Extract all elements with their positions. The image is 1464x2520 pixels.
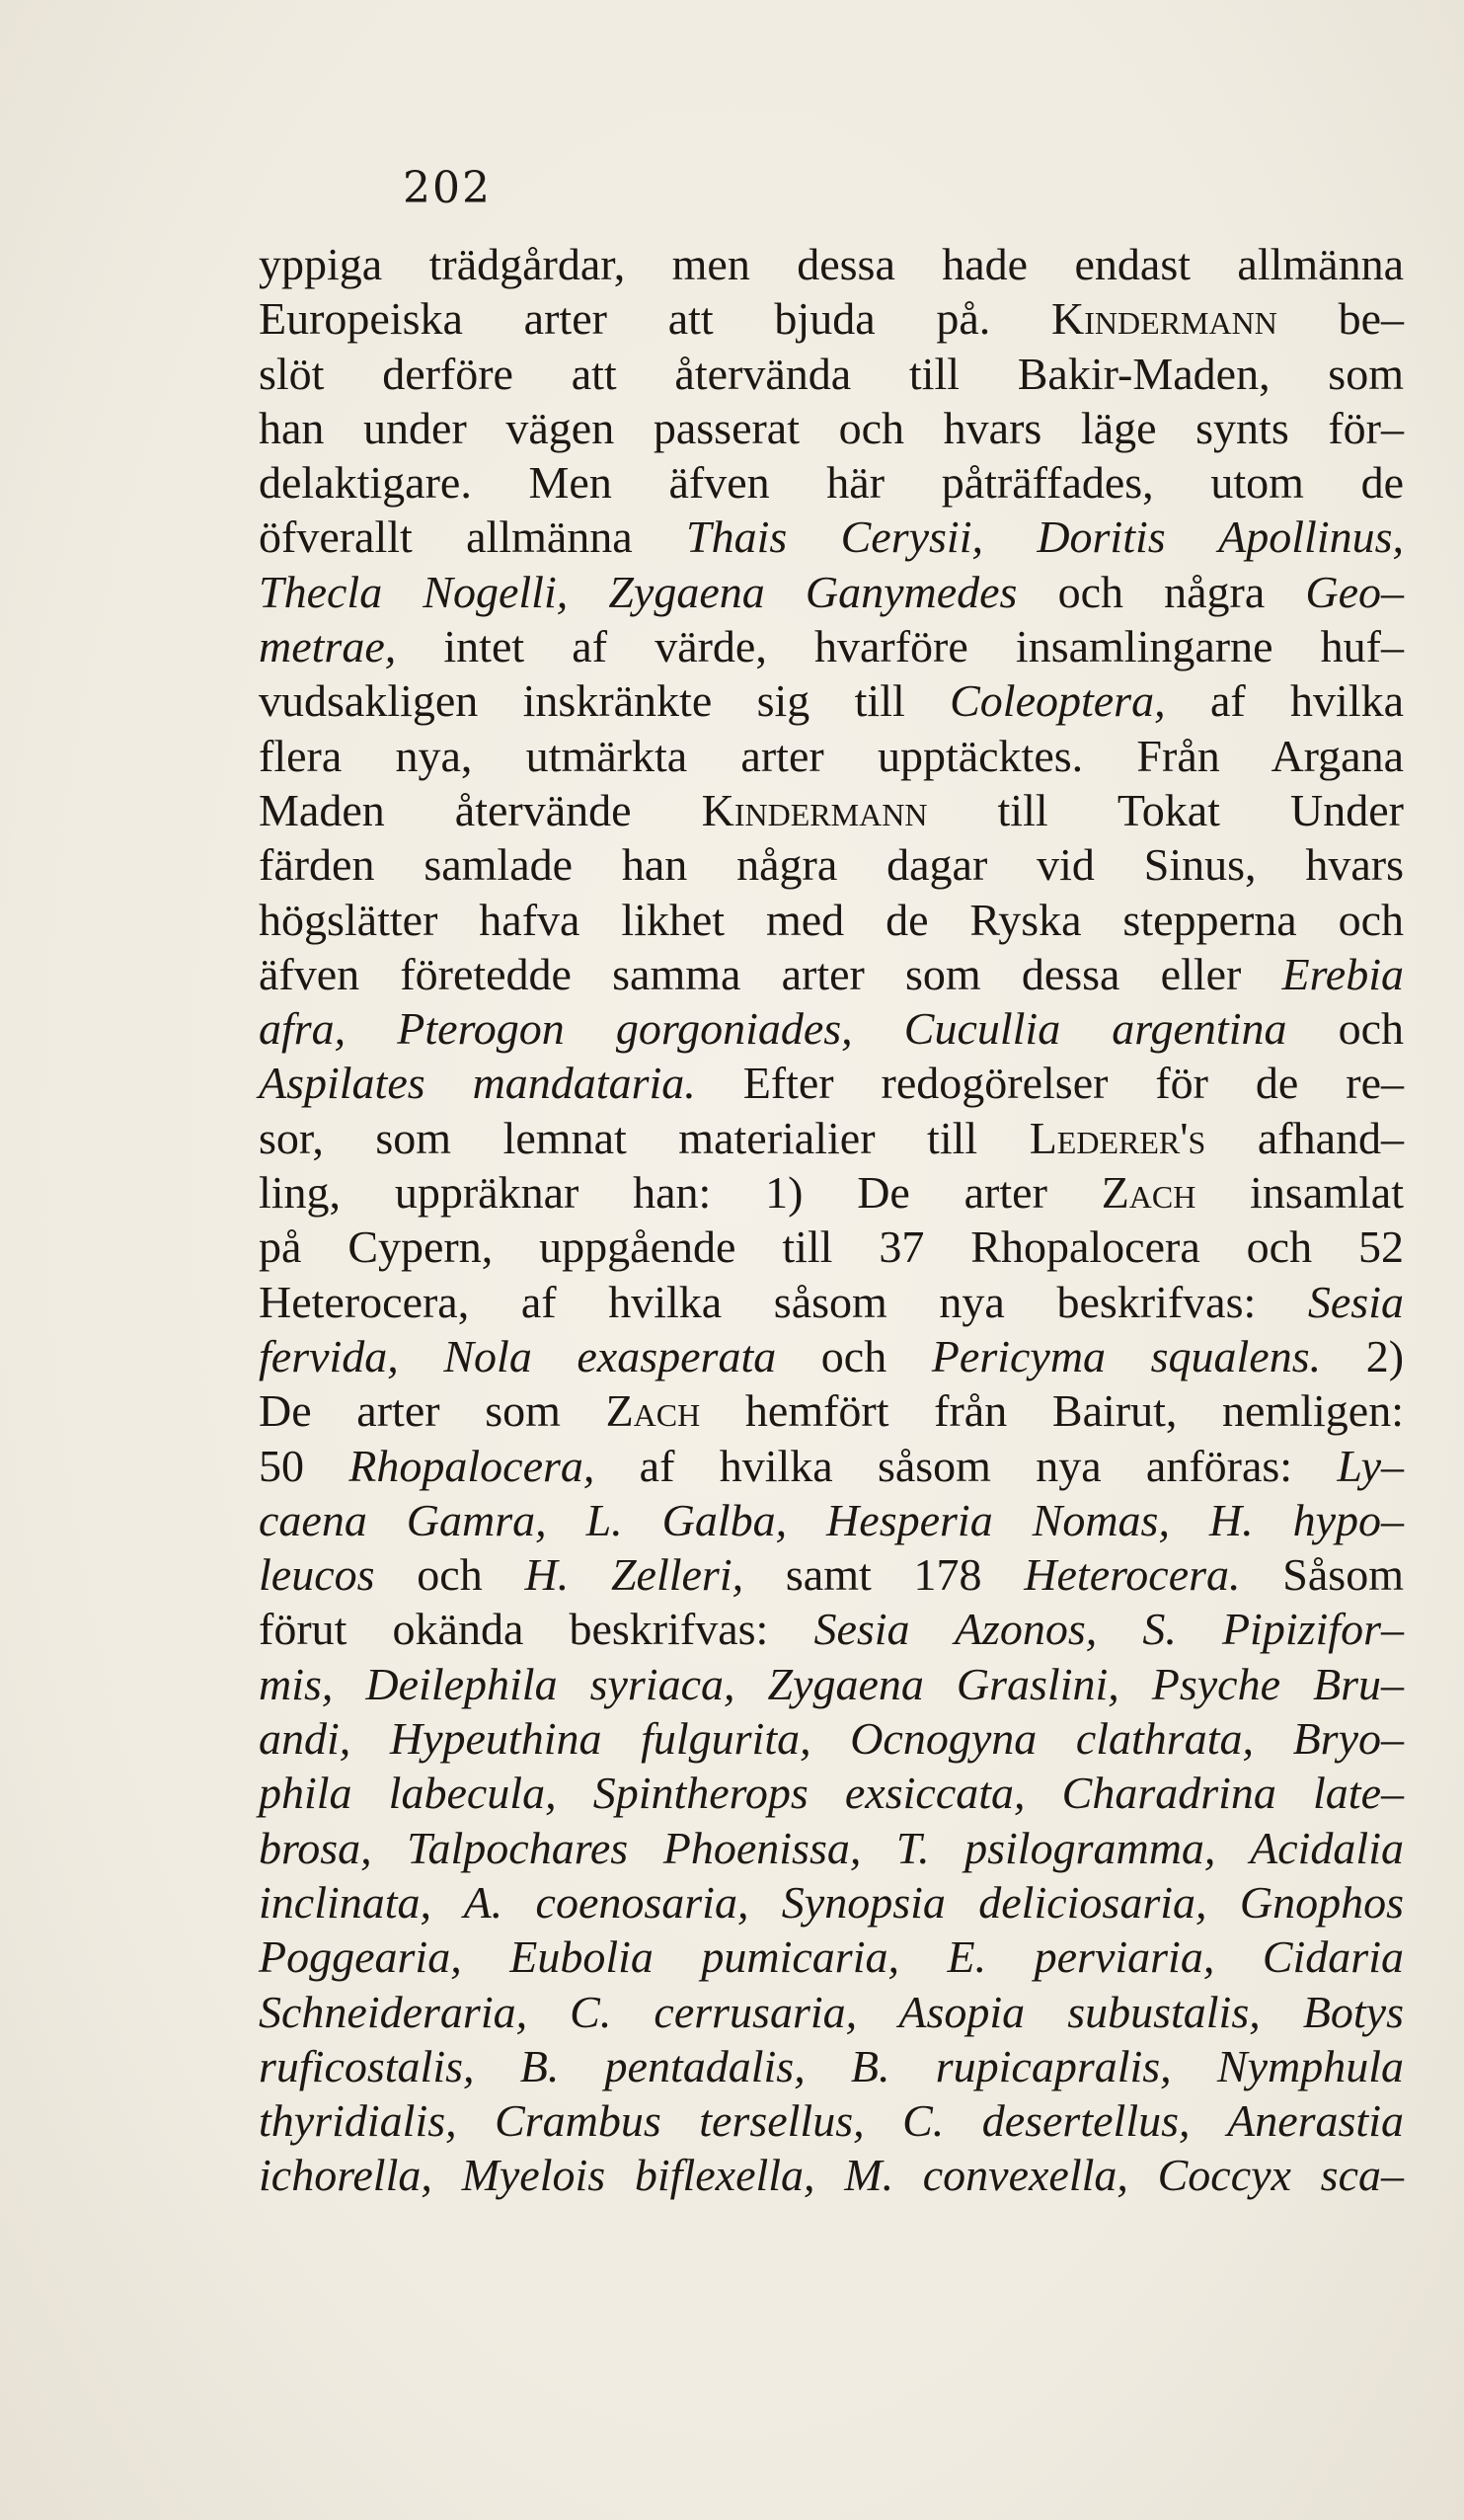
small-caps-name: Kindermann	[701, 784, 928, 835]
text-run: på Cypern, uppgående till 37 Rhopalocera och 52	[259, 1221, 1404, 1273]
text-line	[259, 510, 1404, 564]
text-run: afhand–	[1205, 1112, 1405, 1163]
text-run: färden samlade han några dagar vid Sinus, hvars	[259, 839, 1404, 891]
text-run: förut okända beskrifvas:	[259, 1604, 814, 1655]
italic-text: Ly–	[1337, 1440, 1404, 1491]
text-run: Såsom	[1240, 1549, 1404, 1601]
italic-text: Erebia	[1281, 948, 1404, 999]
text-run: vudsakligen inskränkte sig till	[259, 675, 951, 727]
text-line	[259, 401, 1404, 455]
italic-text: ichorella, Myelois biflexella, M. convexella, Coccyx sca–	[259, 2150, 1404, 2201]
text-run: han under vägen passerat och hvars läge synts för–	[259, 402, 1404, 453]
italic-text: Sesia	[1307, 1276, 1404, 1327]
italic-text: Doritis Apollinus,	[1037, 512, 1404, 563]
text-run: samt 178	[743, 1549, 1025, 1601]
italic-text: metrae,	[259, 621, 397, 672]
italic-text: Rhopalocera,	[348, 1440, 595, 1491]
text-line	[259, 2093, 1404, 2148]
text-line	[259, 1439, 1404, 1493]
page-number: 202	[403, 163, 492, 213]
text-run: ling, uppräknar han: 1) De arter	[259, 1167, 1102, 1219]
italic-text: Poggearia, Eubolia pumicaria, E. perviaria, Cidaria	[259, 1931, 1404, 1983]
text-line	[259, 947, 1404, 1001]
text-line	[259, 1111, 1404, 1165]
text-line	[259, 565, 1404, 619]
text-run: intet af värde, hvarföre insamlingarne huf–	[396, 621, 1404, 672]
text-line	[259, 619, 1404, 673]
text-line	[259, 455, 1404, 510]
text-run: be–	[1276, 293, 1404, 345]
text-line	[259, 1220, 1404, 1274]
text-line	[259, 1001, 1404, 1056]
body-text	[259, 237, 1404, 2203]
italic-text: brosa, Talpochares Phoenissa, T. psilogramma, Acidalia	[259, 1822, 1404, 1873]
text-line	[259, 1275, 1404, 1329]
text-run: Efter redogörelser för de re–	[695, 1058, 1404, 1109]
italic-text: H. Zelleri,	[524, 1549, 744, 1601]
text-line	[259, 1165, 1404, 1220]
italic-text: Aspilates mandataria.	[259, 1058, 696, 1109]
text-line	[259, 237, 1404, 291]
text-run: sor, som lemnat materialier till	[259, 1112, 1030, 1163]
text-line	[259, 1383, 1404, 1438]
text-line	[259, 1657, 1404, 1711]
text-run	[983, 512, 1037, 562]
text-run: och	[1286, 1003, 1405, 1055]
text-run: delaktigare. Men äfven här påträffades, utom de	[259, 457, 1404, 509]
italic-text: Thecla Nogelli, Zygaena Ganymedes	[259, 566, 1018, 617]
text-run: och	[776, 1330, 932, 1381]
text-run: af hvilka såsom nya anföras:	[594, 1440, 1338, 1491]
italic-text: mis, Deilephila syriaca, Zygaena Graslini, Psyche Bru–	[259, 1658, 1404, 1709]
italic-text: andi, Hypeuthina fulgurita, Ocnogyna clathrata, Bryo–	[259, 1713, 1404, 1765]
text-run: och några	[1017, 566, 1306, 617]
text-line	[259, 1329, 1404, 1383]
text-line	[259, 1875, 1404, 1929]
text-line	[259, 347, 1404, 401]
text-run: Maden återvände	[259, 784, 702, 835]
small-caps-name: Kindermann	[1051, 293, 1277, 345]
italic-text: leucos	[259, 1549, 375, 1601]
text-line	[259, 1929, 1404, 1984]
text-run: till Tokat Under	[927, 784, 1404, 835]
italic-text: Schneideraria, C. cerrusaria, Asopia subustalis, Botys	[259, 1986, 1404, 2037]
text-line	[259, 729, 1404, 783]
italic-text: afra, Pterogon gorgoniades, Cucullia argentina	[259, 1003, 1287, 1055]
text-run: öfverallt allmänna	[259, 512, 687, 563]
italic-text: Sesia Azonos, S. Pipizifor–	[813, 1604, 1404, 1655]
text-line	[259, 2148, 1404, 2202]
text-line	[259, 1985, 1404, 2039]
text-line	[259, 783, 1404, 837]
text-line	[259, 1711, 1404, 1766]
text-run: äfven företedde samma arter som dessa eller	[259, 948, 1282, 999]
italic-text: fervida, Nola exasperata	[259, 1330, 777, 1381]
italic-text: Pericyma squalens.	[931, 1330, 1322, 1381]
text-run: yppiga trädgårdar, men dessa hade endast allmänna	[259, 239, 1404, 289]
italic-text: Heterocera.	[1024, 1549, 1241, 1601]
text-run: slöt derföre att återvända till Bakir-Maden, som	[259, 348, 1404, 399]
text-run: 2)	[1321, 1330, 1405, 1381]
text-run: De arter som	[259, 1385, 606, 1437]
text-line	[259, 673, 1404, 728]
italic-text: Thais Cerysii,	[686, 512, 983, 563]
text-line	[259, 1766, 1404, 1820]
text-line	[259, 1821, 1404, 1875]
text-run: Heterocera, af hvilka såsom nya beskrifvas:	[259, 1276, 1308, 1327]
text-run: hemfört från Bairut, nemligen:	[700, 1385, 1404, 1437]
italic-text: thyridialis, Crambus tersellus, C. desertellus, Anerastia	[259, 2095, 1404, 2147]
text-line	[259, 1547, 1404, 1602]
italic-text: phila labecula, Spintherops exsiccata, Charadrina late–	[259, 1768, 1404, 1819]
text-run: Europeiska arter att bjuda på.	[259, 293, 1052, 345]
small-caps-name: Lederer's	[1029, 1112, 1206, 1163]
text-run: flera nya, utmärkta arter upptäcktes. Från Argana	[259, 730, 1404, 781]
italic-text: Geo–	[1305, 566, 1404, 617]
italic-text: Coleoptera,	[950, 675, 1166, 727]
text-run: af hvilka	[1165, 675, 1404, 727]
text-line	[259, 1602, 1404, 1656]
small-caps-name: Zach	[605, 1385, 701, 1437]
text-line	[259, 2039, 1404, 2093]
text-line	[259, 1493, 1404, 1547]
text-line	[259, 1056, 1404, 1110]
italic-text: inclinata, A. coenosaria, Synopsia deliciosaria, Gnophos	[259, 1876, 1404, 1928]
italic-text: caena Gamra, L. Galba, Hesperia Nomas, H. hypo–	[259, 1494, 1404, 1545]
small-caps-name: Zach	[1101, 1167, 1196, 1219]
text-line	[259, 893, 1404, 947]
text-run: 50	[259, 1440, 349, 1491]
italic-text: ruficostalis, B. pentadalis, B. rupicapralis, Nymphula	[259, 2040, 1404, 2091]
text-run: högslätter hafva likhet med de Ryska stepperna och	[259, 894, 1404, 945]
text-line	[259, 837, 1404, 892]
text-run: insamlat	[1195, 1167, 1405, 1219]
text-run: och	[374, 1549, 525, 1601]
text-line	[259, 291, 1404, 346]
